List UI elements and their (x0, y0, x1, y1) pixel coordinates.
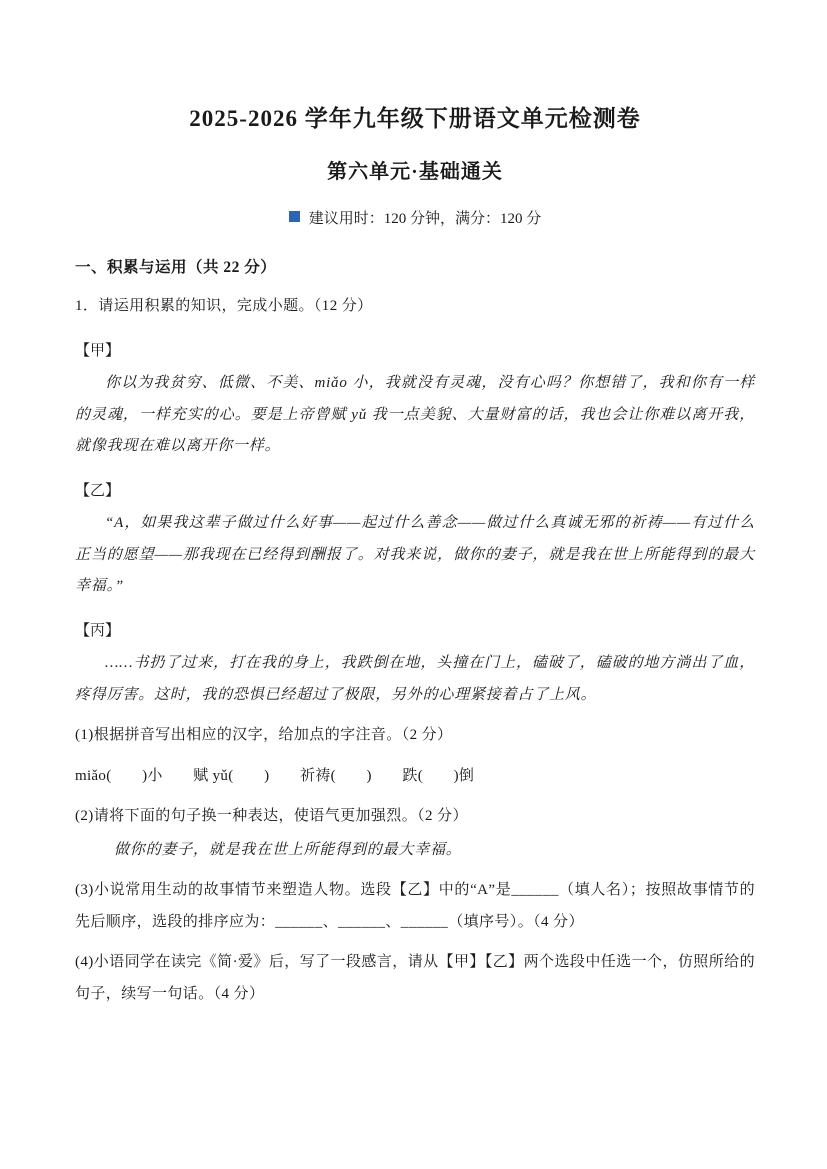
passage-yi-label: 【乙】 (75, 482, 121, 499)
sub-question-2-stem: (2)请将下面的句子换一种表达，使语气更加强烈。（2 分） (75, 808, 468, 825)
passage-bing-label: 【丙】 (75, 622, 121, 639)
passage-yi-text: “A，如果我这辈子做过什么好事——起过什么善念——做过什么真诚无邪的祈祷——有过什么正当的愿望——那我现在已经得到酬报了。对我来说，做你的妻子，就是我在世上所能得到的最大幸福。” (75, 515, 755, 595)
sub-question-3-stem: (3)小说常用生动的故事情节来塑造人物。选段【乙】中的“A”是______（填人名）；按照故事情节的先后顺序，选段的排序应为：______、______、______（填序号）。（4 分） (75, 882, 755, 930)
blue-square-bullet-icon (289, 211, 300, 222)
sub-question-4-stem: (4)小语同学在读完《简·爱》后，写了一段感言，请从【甲】【乙】两个选段中任选一个，仿照所给的句子，续写一句话。（4 分） (75, 954, 755, 1002)
sub-question-2-quote: 做你的妻子，就是我在世上所能得到的最大幸福。 (114, 841, 462, 858)
page-title: 2025-2026 学年九年级下册语文单元检测卷 (189, 106, 641, 131)
passage-jia-text: 你以为我贫穷、低微、不美、miǎo 小，我就没有灵魂，没有心吗？你想错了，我和你有一样的灵魂，一样充实的心。要是上帝曾赋 yǔ 我一点美貌、大量财富的话，我也会让你难以离开我，就像我现在难以离开你一样。 (75, 375, 755, 455)
exam-meta-line (75, 209, 755, 230)
sub-question-1-pinyin-blanks: miǎo( )小 赋 yǔ( ) 祈祷( ) 跌( )倒 (75, 767, 475, 784)
question-1-stem: 1．请运用积累的知识，完成小题。（12 分） (75, 298, 373, 315)
sub-question-1-stem: (1)根据拼音写出相应的汉字，给加点的字注音。（2 分） (75, 727, 453, 744)
passage-bing-text: ……书扔了过来，打在我的身上，我跌倒在地，头撞在门上，磕破了，磕破的地方淌出了血，疼得厉害。这时，我的恐惧已经超过了极限，另外的心理紧接着占了上风。 (75, 655, 755, 703)
passage-jia-label: 【甲】 (75, 342, 121, 359)
unit-subtitle: 第六单元·基础通关 (327, 160, 503, 183)
section-one-heading: 一、积累与运用（共 22 分） (75, 258, 277, 276)
exam-meta-text: 建议用时：120 分钟，满分：120 分 (308, 210, 542, 227)
